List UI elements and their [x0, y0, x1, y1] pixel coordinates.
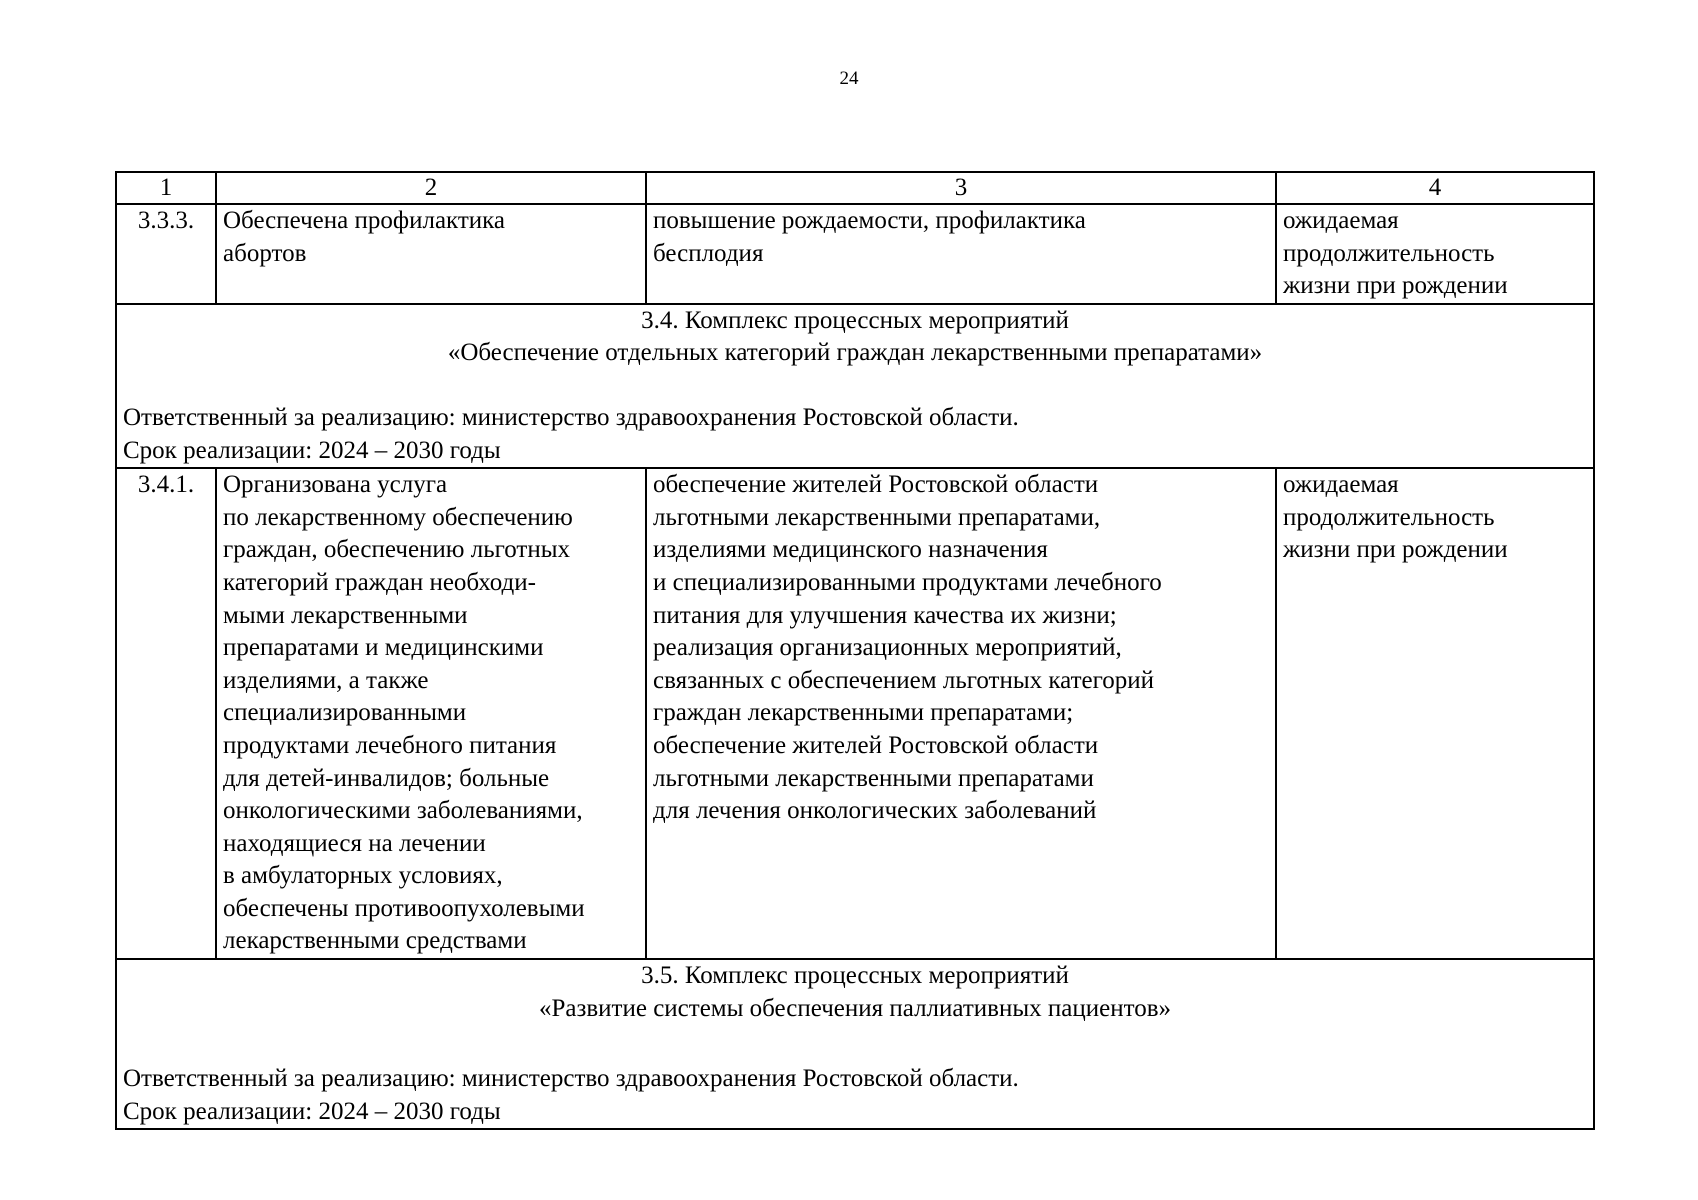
section-info [123, 1063, 1587, 1128]
effect-line: бесплодия [653, 239, 764, 267]
task-line: абортов [223, 239, 307, 267]
term-text: Срок реализации: 2024 – 2030 годы [123, 1097, 501, 1125]
table-row-3-3-3 [116, 204, 1594, 304]
page-number: 24 [839, 68, 859, 89]
task-line: продуктами лечебного питания [223, 731, 557, 759]
column-number-1: 1 [116, 172, 216, 204]
indicator-line: жизни при рождении [1283, 536, 1508, 564]
effect-line: граждан лекарственными препаратами; [653, 699, 1074, 727]
task-line: Обеспечена профилактика [223, 207, 506, 234]
column-number-4: 4 [1276, 172, 1594, 204]
effect-line: и специализированными продуктами лечебного [653, 568, 1162, 596]
column-number-3: 3 [646, 172, 1276, 204]
indicator-line: ожидаемая [1283, 207, 1399, 234]
indicator-line: ожидаемая [1283, 471, 1399, 499]
section-title [123, 960, 1587, 1025]
section-info [123, 402, 1587, 467]
row-number: 3.4.1. [116, 468, 216, 959]
effect-line: изделиями медицинского назначения [653, 536, 1048, 564]
effect-cell [646, 204, 1276, 304]
effect-line: связанных с обеспечением льготных категорий [653, 666, 1155, 694]
task-line: граждан, обеспечению льготных [223, 536, 571, 564]
indicator-line: жизни при рождении [1283, 272, 1508, 300]
task-line: для детей-инвалидов; больные [223, 764, 550, 792]
task-line: изделиями, а также [223, 666, 429, 694]
indicator-line: продолжительность [1283, 503, 1495, 531]
effect-cell [646, 468, 1276, 959]
table-row-3-4-1 [116, 468, 1594, 959]
row-number: 3.3.3. [116, 204, 216, 304]
indicator-line: продолжительность [1283, 239, 1495, 267]
task-line: специализированными [223, 699, 467, 727]
section-title [123, 305, 1587, 370]
effect-line: повышение рождаемости, профилактика [653, 207, 1086, 234]
indicator-cell [1276, 204, 1594, 304]
task-line: мыми лекарственными [223, 601, 468, 629]
responsible-text: Ответственный за реализацию: министерство здравоохранения Ростовской области. [123, 1065, 1019, 1093]
effect-line: льготными лекарственными препаратами [653, 764, 1094, 792]
responsible-text: Ответственный за реализацию: министерство здравоохранения Ростовской области. [123, 403, 1019, 431]
effect-line: для лечения онкологических заболеваний [653, 797, 1097, 825]
section-3-4 [116, 304, 1594, 468]
column-numbers-row [116, 172, 1594, 204]
section-title-line: «Обеспечение отдельных категорий граждан лекарственными препаратами» [447, 339, 1263, 367]
section-row-3-4 [116, 304, 1594, 468]
task-cell [216, 204, 646, 304]
task-line: препаратами и медицинскими [223, 634, 544, 662]
effect-line: обеспечение жителей Ростовской области [653, 471, 1099, 499]
term-text: Срок реализации: 2024 – 2030 годы [123, 436, 501, 464]
indicator-cell [1276, 468, 1594, 959]
effect-line: обеспечение жителей Ростовской области [653, 731, 1099, 759]
section-title-line: 3.4. Комплекс процессных мероприятий [641, 306, 1069, 334]
task-line: обеспечены противоопухолевыми [223, 894, 585, 922]
measures-table [115, 171, 1595, 1130]
section-3-5 [116, 959, 1594, 1129]
task-line: находящиеся на лечении [223, 829, 486, 857]
task-cell [216, 468, 646, 959]
effect-line: реализация организационных мероприятий, [653, 634, 1122, 662]
section-row-3-5 [116, 959, 1594, 1129]
effect-line: льготными лекарственными препаратами, [653, 503, 1101, 531]
task-line: онкологическими заболеваниями, [223, 797, 583, 825]
task-line: Организована услуга [223, 471, 448, 499]
section-title-line: «Развитие системы обеспечения паллиативных пациентов» [538, 994, 1172, 1022]
section-title-line: 3.5. Комплекс процессных мероприятий [641, 962, 1069, 990]
task-line: по лекарственному обеспечению [223, 503, 573, 531]
task-line: категорий граждан необходи- [223, 568, 536, 596]
effect-line: питания для улучшения качества их жизни; [653, 601, 1117, 629]
column-number-2: 2 [216, 172, 646, 204]
task-line: лекарственными средствами [223, 927, 527, 955]
task-line: в амбулаторных условиях, [223, 862, 503, 890]
